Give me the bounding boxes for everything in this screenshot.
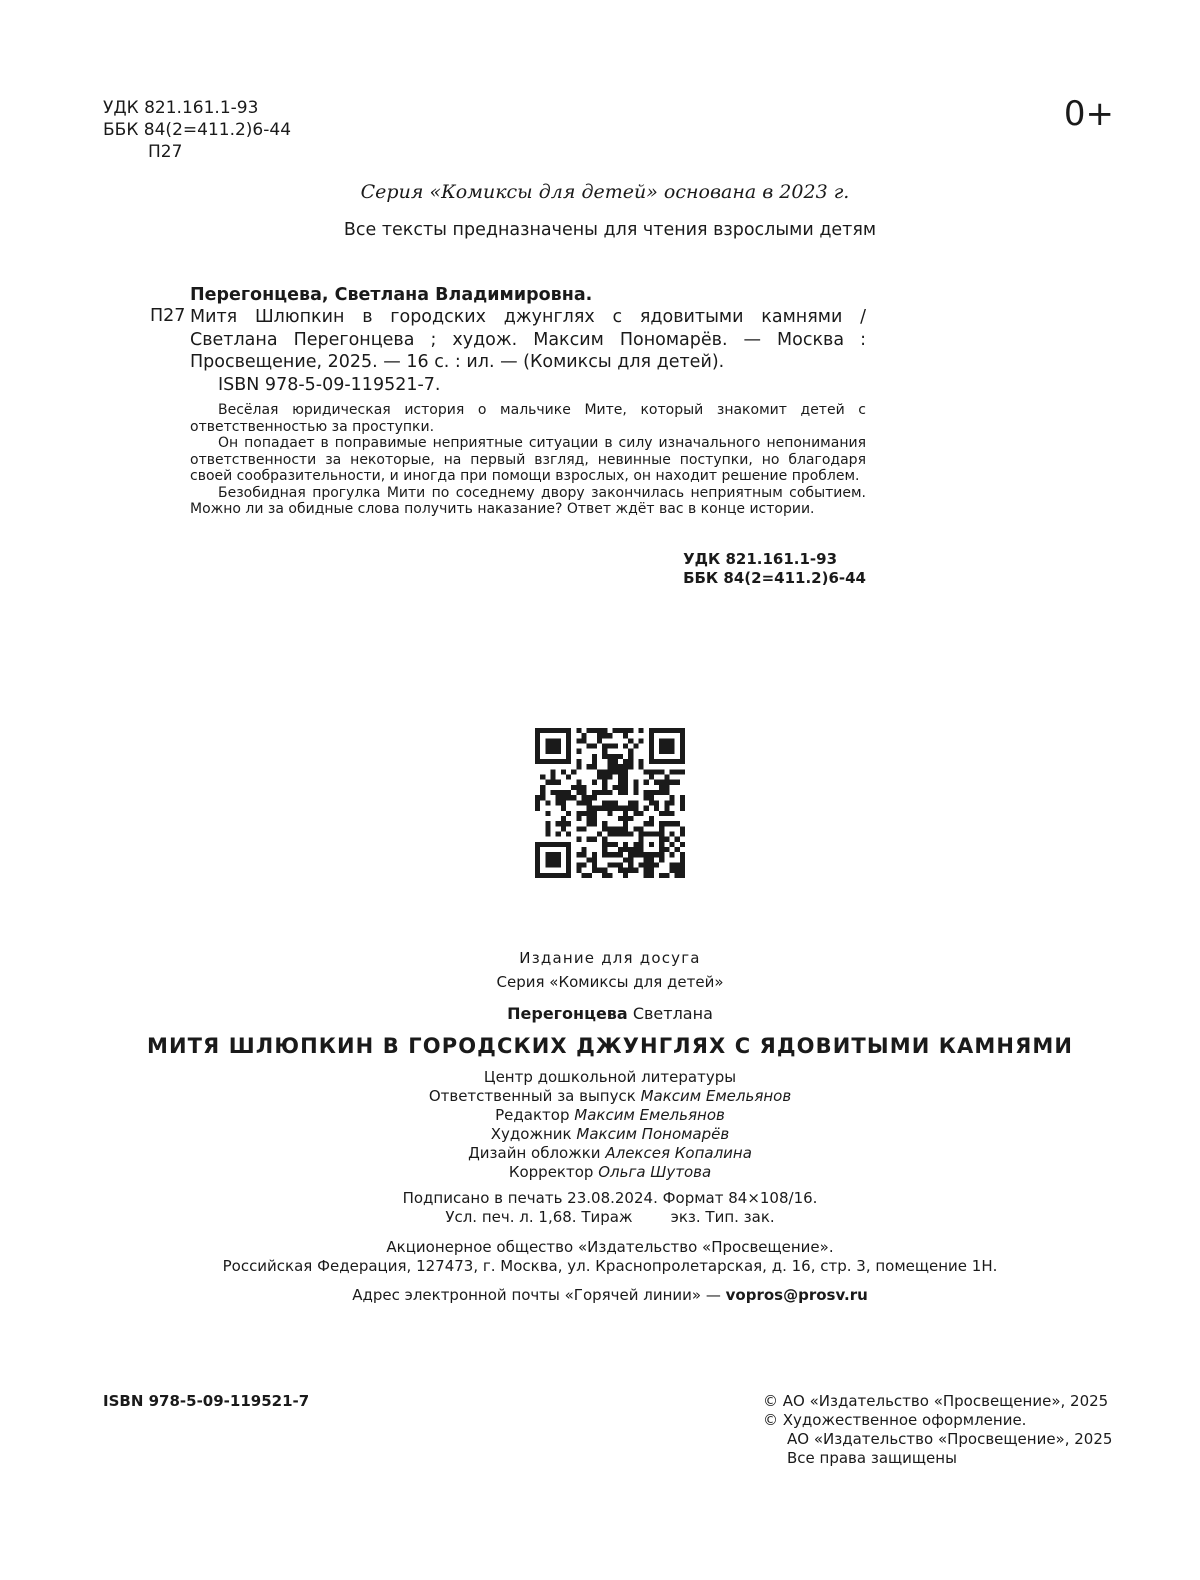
copyright-line: АО «Издательство «Просвещение», 2025: [787, 1430, 1113, 1448]
email-label: Адрес электронной почты «Горячей линии» —: [352, 1286, 721, 1304]
catalog-bbk: ББК 84(2=411.2)6-44: [683, 569, 866, 587]
email-address: vopros@prosv.ru: [725, 1286, 868, 1304]
catalog-author: Перегонцева, Светлана Владимировна.: [190, 285, 593, 305]
abstract-paragraph: Весёлая юридическая история о мальчике Мите, который знакомит детей с ответственностью за проступки.: [190, 402, 866, 435]
abstract-paragraph: Он попадает в поправимые неприятные ситуации в силу изначального непонимания ответственности за некоторые, на первый взгляд, невинные поступки, но благодаря своей сообразительности, и иногда при помощи взрослых, он находит решение проблем.: [190, 435, 866, 484]
copyright-block: [763, 1392, 1112, 1468]
publisher-name: Акционерное общество «Издательство «Просвещение».: [386, 1238, 834, 1256]
imprint-author: [0, 1004, 1200, 1023]
abstract-paragraph: Безобидная прогулка Мити по соседнему двору закончилась неприятным событием. Можно ли за обидные слова получить наказание? Ответ ждёт вас в конце истории.: [190, 484, 866, 517]
author-mark: П27: [148, 142, 183, 162]
book-title: МИТЯ ШЛЮПКИН В ГОРОДСКИХ ДЖУНГЛЯХ С ЯДОВИТЫМИ КАМНЯМИ: [146, 1034, 1074, 1058]
reading-note: Все тексты предназначены для чтения взрослыми детям: [343, 220, 877, 240]
bbk-code: ББК 84(2=411.2)6-44: [103, 120, 292, 140]
catalog-line: Митя Шлюпкин в городских джунглях с ядовитыми камнями /: [190, 307, 866, 327]
print-line: Подписано в печать 23.08.2024. Формат 84×108/16.: [402, 1189, 818, 1207]
age-rating: 0+: [1063, 94, 1114, 134]
copyright-line: © АО «Издательство «Просвещение», 2025: [763, 1392, 1109, 1410]
catalog-mark: П27: [150, 306, 186, 326]
footer-isbn: ISBN 978-5-09-119521-7: [103, 1392, 310, 1410]
publisher-info: [0, 1238, 1200, 1276]
copyright-line: Все права защищены: [787, 1449, 957, 1467]
classification-codes: [103, 97, 291, 163]
print-line: Усл. печ. л. 1,68. Тираж экз. Тип. зак.: [445, 1208, 775, 1226]
catalog-description: [190, 306, 866, 374]
author-name: Светлана: [632, 1004, 713, 1023]
catalog-abstract: [190, 402, 866, 518]
catalog-line: Просвещение, 2025. — 16 с. : ил. — (Комиксы для детей).: [190, 352, 725, 372]
credit-line: Редактор Максим Емельянов: [495, 1106, 725, 1124]
credit-line: Дизайн обложки Алексея Копалина: [468, 1144, 752, 1162]
catalog-isbn: ISBN 978-5-09-119521-7.: [218, 375, 441, 395]
copyright-line: © Художественное оформление.: [763, 1411, 1027, 1429]
udk-code: УДК 821.161.1-93: [103, 98, 259, 118]
author-surname: Перегонцева: [507, 1004, 628, 1023]
catalog-codes: [683, 550, 866, 588]
series-note: Серия «Комиксы для детей» основана в 2023 г.: [360, 181, 850, 203]
credit-line: Ответственный за выпуск Максим Емельянов: [428, 1087, 792, 1105]
qr-code: [535, 728, 685, 878]
imprint-series: Серия «Комиксы для детей»: [496, 973, 724, 991]
credits: [0, 1068, 1200, 1182]
publisher-address: Российская Федерация, 127473, г. Москва, ул. Краснопролетарская, д. 16, стр. 3, помещение 1Н.: [222, 1257, 998, 1275]
hotline-email: [0, 1286, 1200, 1304]
print-info: [0, 1189, 1200, 1227]
credit-line: Художник Максим Пономарёв: [490, 1125, 730, 1143]
credit-line: Корректор Ольга Шутова: [508, 1163, 712, 1181]
catalog-line: Светлана Перегонцева ; худож. Максим Пономарёв. — Москва :: [190, 329, 866, 350]
edition-type: Издание для досуга: [519, 949, 701, 967]
catalog-udk: УДК 821.161.1-93: [683, 550, 838, 568]
publishing-center: Центр дошкольной литературы: [483, 1068, 737, 1086]
